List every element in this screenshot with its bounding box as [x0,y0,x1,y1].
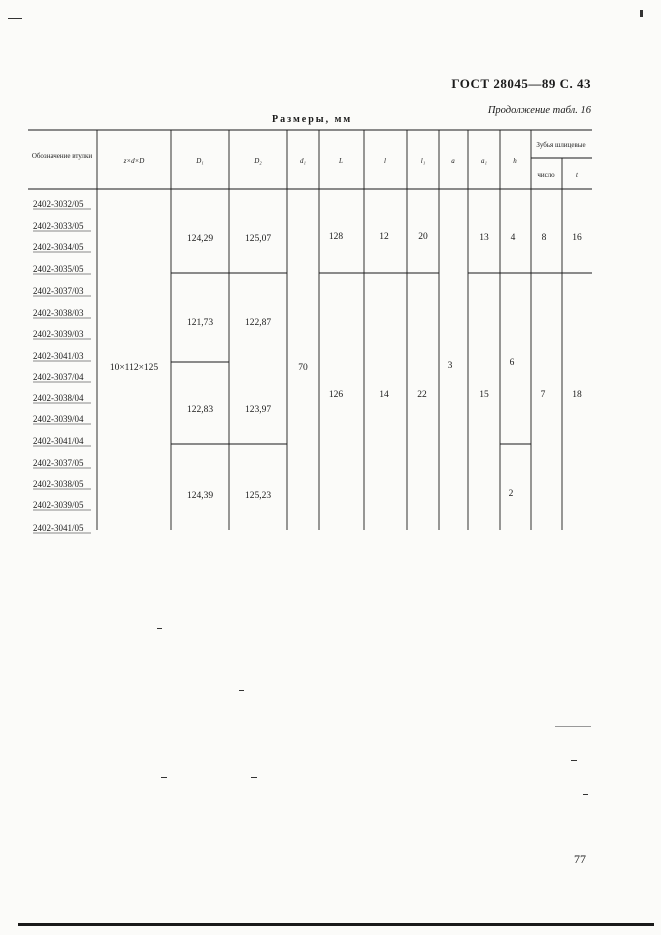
group2-D2: 122,87 [244,318,272,328]
group4-D2: 125,23 [244,491,272,501]
designation-5: 2402-3037/03 [33,286,84,296]
group3-D2: 123,97 [244,405,272,415]
designation-14: 2402-3038/05 [33,479,84,489]
header-h: h [513,157,517,165]
block2-h-mid: 6 [509,358,515,368]
block1-count: 8 [541,233,547,243]
group2-D1: 121,73 [186,318,214,328]
d1-value: 70 [298,363,308,373]
designation-8: 2402-3041/03 [33,351,84,361]
block2-count: 7 [540,390,546,400]
scan-speck [640,10,643,17]
designation-1: 2402-3032/05 [33,199,84,209]
header-zdD: z×d×D [123,157,145,165]
scan-speck [239,690,244,691]
block2-t: 18 [572,390,582,400]
continuation-label: Продолжение табл. 16 [487,105,591,116]
header-a: a [451,157,455,165]
page-bottom-rule [18,923,654,926]
designation-7: 2402-3039/03 [33,329,84,339]
standard-header: ГОСТ 28045—89 С. 43 [451,76,591,91]
designation-11: 2402-3039/04 [33,414,84,424]
header-teeth-count: число [537,171,555,179]
scan-speck [555,726,591,727]
header-teeth: Зубья шлицевые [536,141,586,149]
scan-speck [583,794,588,795]
dimensions-caption: Размеры, мм [272,114,353,125]
header-d1: d₁ [300,157,306,165]
header-teeth-t: t [576,171,578,179]
block1-L: 128 [328,232,344,242]
block1-h: 4 [510,233,516,243]
designation-15: 2402-3039/05 [33,500,84,510]
scan-speck [157,628,162,629]
designation-16: 2402-3041/05 [33,523,84,533]
group4-D1: 124,39 [186,491,214,501]
scan-speck [571,760,577,761]
scan-speck [161,777,167,778]
header-a1: a₁ [481,157,487,165]
block2-l1: 22 [417,390,427,400]
designation-13: 2402-3037/05 [33,458,84,468]
block2-l: 14 [379,390,389,400]
designation-3: 2402-3034/05 [33,242,84,252]
a-value: 3 [447,361,453,371]
header-designation: Обозначение втулки [31,152,93,160]
header-l1: l₁ [420,157,426,165]
designation-9: 2402-3037/04 [33,372,84,382]
block2-L: 126 [328,390,344,400]
designation-6: 2402-3038/03 [33,308,84,318]
block2-h-low: 2 [508,489,514,499]
header-L: L [339,157,343,165]
designation-12: 2402-3041/04 [33,436,84,446]
block2-a1: 15 [479,390,489,400]
group3-D1: 122,83 [186,405,214,415]
header-l: l [384,157,386,165]
scan-speck [251,777,257,778]
designation-10: 2402-3038/04 [33,393,84,403]
group1-D1: 124,29 [186,234,214,244]
group1-D2: 125,07 [244,234,272,244]
designation-4: 2402-3035/05 [33,264,84,274]
block1-a1: 13 [479,233,489,243]
block1-t: 16 [572,233,582,243]
page-number: 77 [574,852,586,866]
zdD-value: 10×112×125 [109,363,159,373]
header-D1: D₁ [196,157,204,165]
block1-l: 12 [379,232,389,242]
designation-2: 2402-3033/05 [33,221,84,231]
header-D2: D₂ [254,157,262,165]
block1-l1: 20 [418,232,428,242]
scan-speck [8,18,22,19]
